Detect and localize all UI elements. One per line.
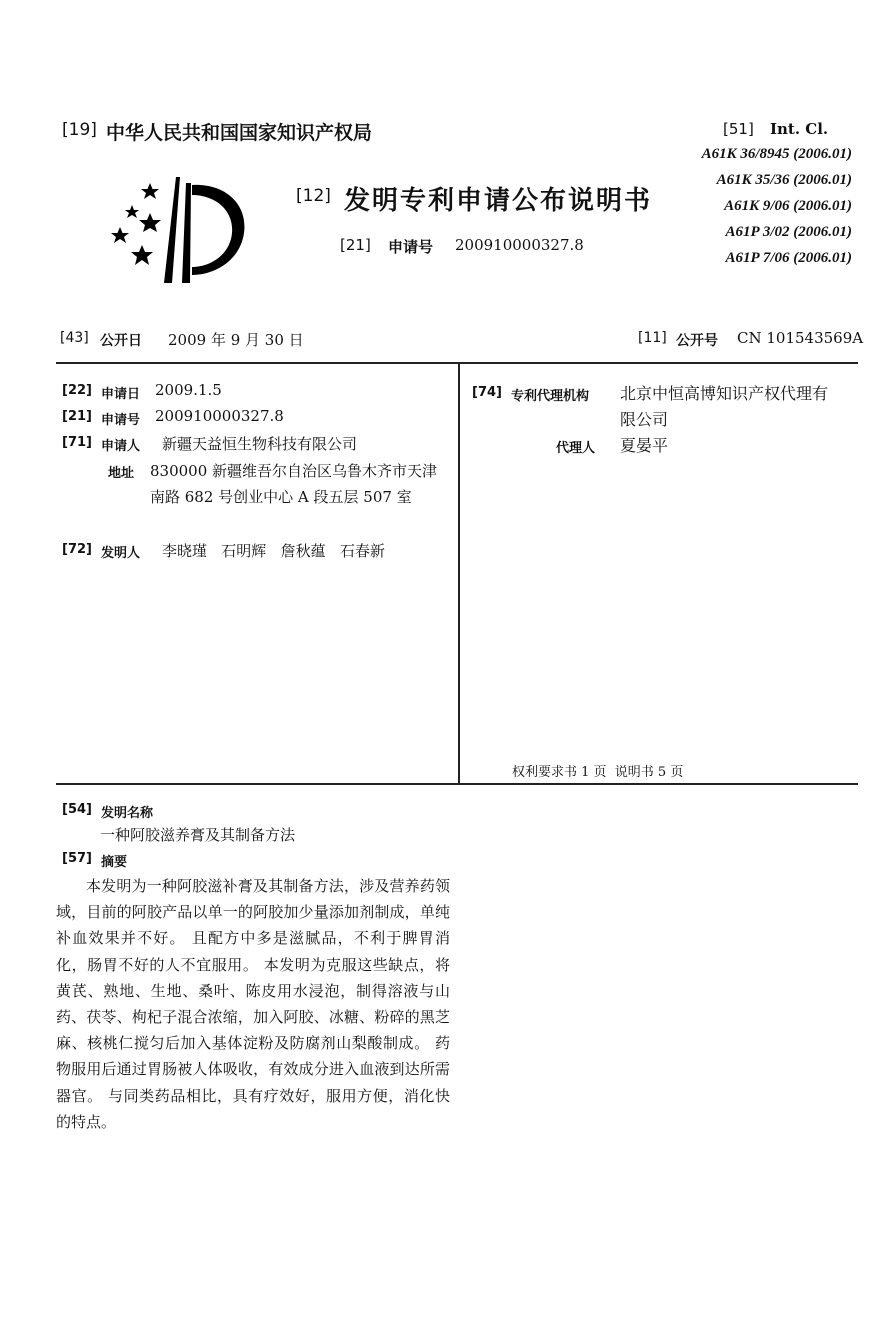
doc-type-code: [12] — [296, 186, 331, 206]
pub-date-label: 公开日 — [100, 333, 142, 349]
office-code: [19] — [62, 120, 97, 140]
address-value: 830000 新疆维吾尔自治区乌鲁木齐市天津南路 682 号创业中心 A 段五层 507 室 — [150, 462, 438, 506]
applicant-label: 申请人 — [101, 439, 141, 454]
pub-date-code: [43] — [60, 330, 89, 346]
ipc-code: A61P 7/06 (2006.01) — [725, 250, 852, 266]
classification-code: [51] — [723, 120, 754, 138]
application-code: [21] — [62, 409, 92, 424]
address-label: 地址 — [108, 466, 135, 481]
agency-code: [74] — [472, 385, 502, 400]
column-divider — [458, 363, 460, 783]
title-label: 发明名称 — [101, 806, 154, 821]
ipc-code: A61P 3/02 (2006.01) — [725, 224, 852, 240]
ipc-code: A61K 36/8945 (2006.01) — [701, 146, 852, 162]
applicant-code: [71] — [62, 435, 92, 450]
agent-value: 夏晏平 — [620, 436, 669, 455]
ipc-code: A61K 35/36 (2006.01) — [716, 172, 852, 188]
header-divider — [56, 362, 858, 364]
pub-no-value: CN 101543569A — [737, 329, 864, 347]
office-name: 中华人民共和国国家知识产权局 — [106, 122, 373, 144]
application-value: 200910000327.8 — [155, 407, 284, 425]
agent-label: 代理人 — [556, 441, 596, 456]
pub-no-code: [11] — [638, 330, 667, 346]
inventor-code: [72] — [62, 542, 92, 557]
pub-no-label: 公开号 — [676, 333, 718, 349]
app-no-label: 申请号 — [388, 238, 434, 256]
inventor-label: 发明人 — [101, 546, 141, 561]
ipc-code: A61K 9/06 (2006.01) — [724, 198, 852, 214]
pub-date-value: 2009 年 9 月 30 日 — [168, 331, 304, 349]
title-code: [54] — [62, 802, 92, 817]
agency-value-line2: 限公司 — [620, 410, 669, 429]
abstract-code: [57] — [62, 851, 92, 866]
inventors-value: 李晓瑾 石明辉 詹秋蕴 石春新 — [162, 542, 385, 560]
filing-date-code: [22] — [62, 383, 92, 398]
abstract-label: 摘要 — [101, 855, 128, 870]
applicant-value: 新疆天益恒生物科技有限公司 — [162, 435, 358, 453]
doc-type-title: 发明专利申请公布说明书 — [344, 186, 653, 216]
cnipa-logo — [106, 175, 246, 285]
filing-date-value: 2009.1.5 — [155, 381, 222, 399]
page-count-note: 权利要求书 1 页 说明书 5 页 — [512, 765, 684, 780]
invention-title: 一种阿胶滋养膏及其制备方法 — [100, 826, 296, 844]
agency-value-line1: 北京中恒高博知识产权代理有 — [620, 384, 829, 403]
classification-label: Int. Cl. — [770, 120, 829, 138]
app-no-value: 200910000327.8 — [455, 236, 584, 254]
filing-date-label: 申请日 — [101, 387, 141, 402]
biblio-divider — [56, 783, 858, 785]
abstract-text: 本发明为一种阿胶滋补膏及其制备方法，涉及营养药领域，目前的阿胶产品以单一的阿胶加少量添加剂制成，单纯补血效果并不好。 且配方中多是滋腻品，不利于脾胃消化，肠胃不好的人不宜服用。 本发明为克服这些缺点，将黄芪、熟地、生地、桑叶、陈皮用水浸泡，制得溶液与山药、茯苓、枸杞子混合浓缩，加入阿胶、冰糖、粉碎的黑芝麻、核桃仁搅匀后加入基体淀粉及防腐剂山梨酸制成。 药物服用后通过胃肠被人体吸收，有效成分进入血液到达所需器官。 与同类药品相比，具有疗效好，服用方便，消化快的特点。 — [56, 877, 450, 1131]
application-label: 申请号 — [101, 413, 141, 428]
app-no-code: [21] — [340, 236, 371, 254]
logo-emblem-icon — [106, 175, 246, 285]
agency-label: 专利代理机构 — [511, 389, 590, 404]
